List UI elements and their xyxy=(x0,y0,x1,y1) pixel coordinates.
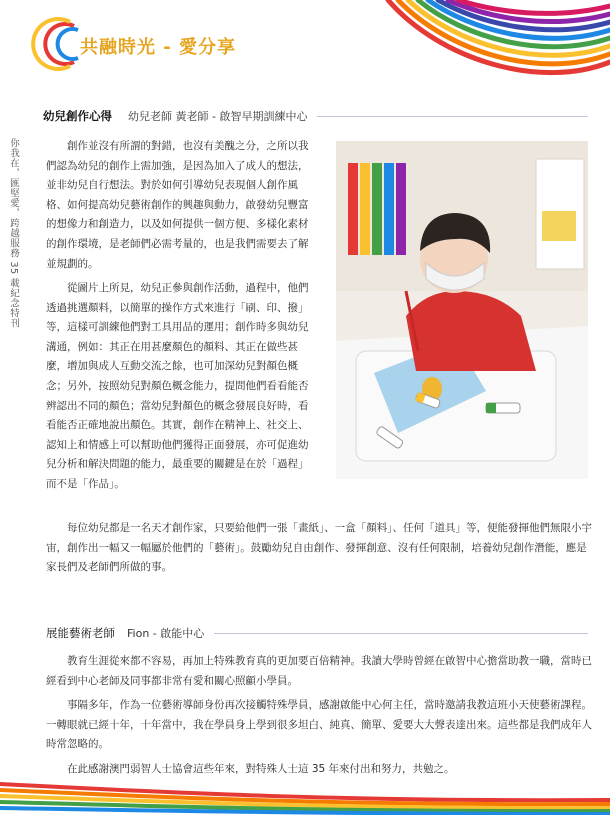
article2-paragraph-1: 教育生涯從來都不容易，再加上特殊教育真的更加要百倍精神。我讀大學時曾經在啟智中心擔當助教一職，當時已經看到中心老師及同事都非常有愛和關心照顧小學員。 xyxy=(46,655,592,687)
side-vertical-text: 你我在，匯堅愛，跨越服務 35 載紀念特刊 xyxy=(8,138,19,329)
logo-ring-icon xyxy=(33,19,78,69)
article1-rule xyxy=(317,116,588,117)
article1-paragraph-3: 每位幼兒都是一名天才創作家，只要給他們一張「畫紙」、一盒「顏料」、任何「道具」等，便能發揮他們無限小宇宙，創作出一幅又一幅屬於他們的「藝術」。鼓勵幼兒自由創作、發揮創意、沒有任何限制，培養幼兒創作潛能，應是家長們及老師們所做的事。 xyxy=(46,522,592,574)
article1-header xyxy=(43,108,588,124)
article2-title: 展能藝術老師 xyxy=(46,626,115,640)
rainbow-swirl-bottom-decoration xyxy=(0,740,610,815)
article2-header xyxy=(46,625,588,641)
article2-byline: Fion - 啟能中心 xyxy=(127,627,205,640)
article1-byline: 幼兒老師 黃老師 - 啟智早期訓練中心 xyxy=(128,110,308,123)
article2-rule xyxy=(214,633,588,634)
page-title: 共融時光 - 愛分享 xyxy=(80,37,237,58)
article1-title: 幼兒創作心得 xyxy=(43,109,112,123)
article2-paragraph-3: 在此感謝澳門弱智人士協會這些年來，對特殊人士這 35 年來付出和努力，共勉之。 xyxy=(46,763,455,775)
article2-paragraph-2: 事隔多年，作為一位藝術導師身份再次接觸特殊學員，感謝啟能中心何主任，當時邀請我教這班小天使藝術課程。一轉眼就已經十年，十年當中，我在學員身上學到很多坦白、純真、簡單、愛要大大聲表達出來。這些都是我們成年人時常忽略的。 xyxy=(46,699,592,751)
child-painting-photo xyxy=(336,141,588,479)
article1-paragraph-1: 創作並沒有所謂的對錯，也沒有美醜之分，之所以我們認為幼兒的創作上需加強，是因為加入了成人的想法，並非幼兒自行想法。對於如何引導幼兒表現個人創作風格、如何提高幼兒藝術創作的興趣與動力，啟發幼兒豐富的想像力和創造力，以及如何提供一個方便、多樣化素材的創作環境，是老師們必需考量的，也是我們需要去了解並規劃的。 xyxy=(46,140,309,270)
article1-paragraph-2: 從圖片上所見，幼兒正參與創作活動，過程中，他們透過挑選顏料，以簡單的操作方式來進行「刷、印、撥」等，這樣可訓練他們對工具用品的運用；創作時多與幼兒溝通，例如：其正在用甚麼顏色的顏料、其正在做些甚麼，增加與成人互動交流之餘，也可加深幼兒對顏色概念；另外，按照幼兒對顏色概念能力，提問他們看看能否辨認出不同的顏色；當幼兒對顏色的概念發展良好時，看看能否正確地說出顏色。其實，創作在精神上、社交上、認知上和情感上可以幫助他們獲得正面發展，亦可促進幼兒分析和解決問題的能力，最重要的關鍵是在於「過程」而不是「作品」。 xyxy=(46,282,309,490)
